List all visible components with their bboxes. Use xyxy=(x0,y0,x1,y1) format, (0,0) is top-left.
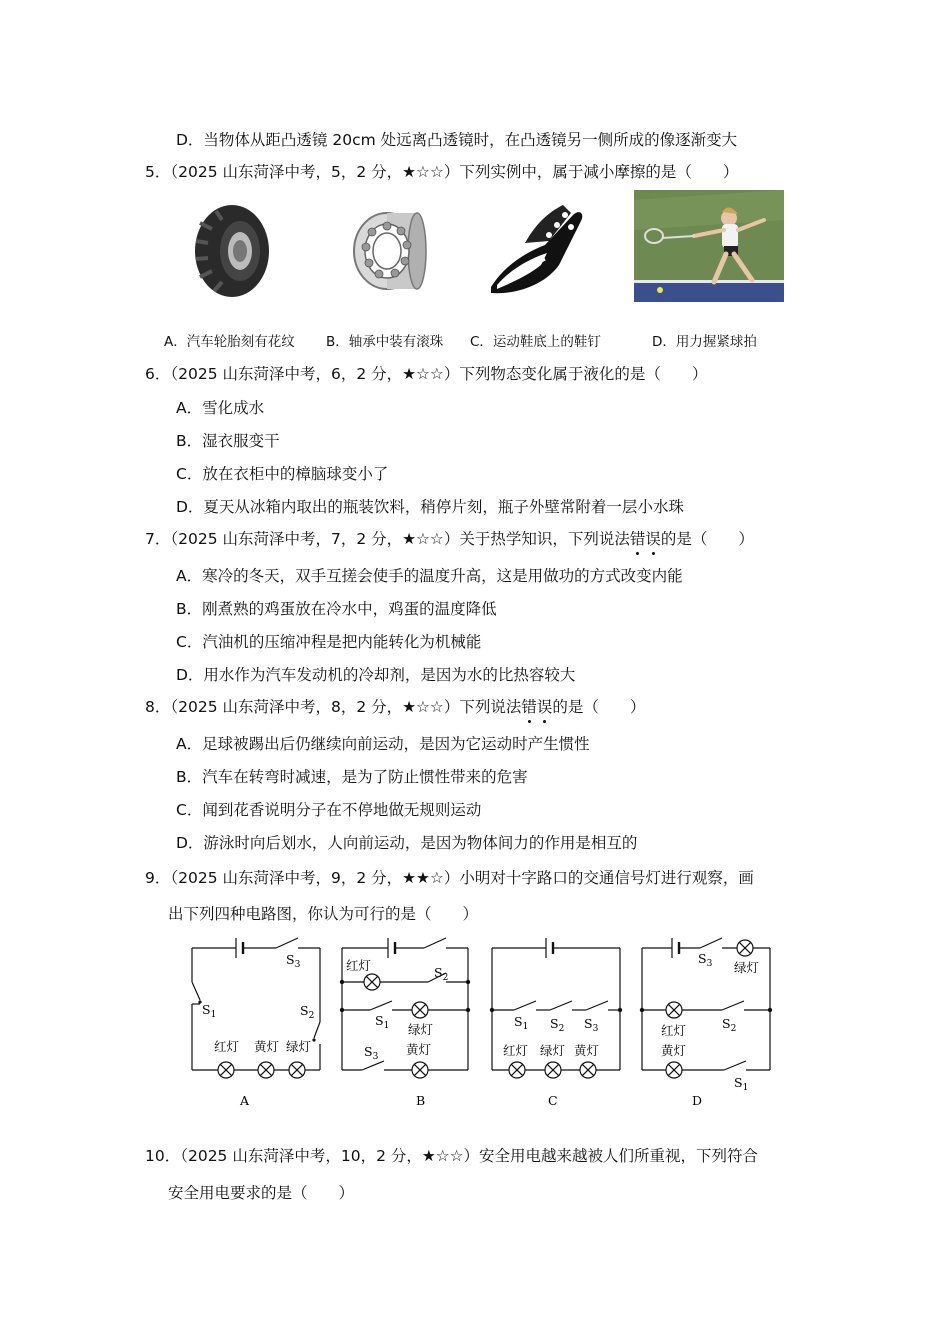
lamp-label-yellow: 黄灯 xyxy=(661,1043,687,1058)
circuit-label-b: B xyxy=(416,1093,426,1108)
q7-option-a: A．寒冷的冬天，双手互搓会使手的温度升高，这是用做功的方式改变内能 xyxy=(176,567,683,585)
tire-image xyxy=(192,203,272,300)
q5-option-a: A．汽车轮胎刻有花纹 xyxy=(164,334,295,350)
circuit-label-a: A xyxy=(240,1093,250,1108)
q6-stem: 6．（2025 山东菏泽中考，6，2 分，★☆☆）下列物态变化属于液化的是（ ） xyxy=(145,365,708,383)
switch-label-s1: $S_1$ xyxy=(514,1014,529,1032)
q6-option-c: C．放在衣柜中的樟脑球变小了 xyxy=(176,465,389,483)
emphasis-char: 误 xyxy=(536,698,553,716)
q8-option-b: B．汽车在转弯时减速，是为了防止惯性带来的危害 xyxy=(176,768,528,786)
q8-stem: 8．（2025 山东菏泽中考，8，2 分，★☆☆）下列说法错误的是（ ） xyxy=(145,698,646,716)
circuit-diagrams xyxy=(180,930,790,1115)
lamp-icon xyxy=(737,940,753,956)
emphasis-char: 误 xyxy=(645,530,661,548)
q7-option-c: C．汽油机的压缩冲程是把内能转化为机械能 xyxy=(176,633,482,651)
switch-label-s2: $S_2$ xyxy=(550,1016,565,1034)
q5-stem: 5．（2025 山东菏泽中考，5，2 分，★☆☆）下列实例中，属于减小摩擦的是（ ） xyxy=(145,163,739,181)
q10-stem-line2: 安全用电要求的是（ ） xyxy=(168,1184,355,1202)
lamp-icon xyxy=(412,1062,428,1078)
q4-option-d: D．当物体从距凸透镜 20cm 处远离凸透镜时，在凸透镜另一侧所成的像逐渐变大 xyxy=(176,131,738,149)
q5-option-d: D．用力握紧球拍 xyxy=(652,334,757,350)
lamp-label-yellow: 黄灯 xyxy=(406,1042,432,1057)
bearing-image xyxy=(349,207,429,293)
q6-option-d: D．夏天从冰箱内取出的瓶装饮料，稍停片刻，瓶子外壁常附着一层小水珠 xyxy=(176,498,684,516)
switch-label-s2: $S_2$ xyxy=(722,1016,737,1034)
spike-shoe-image xyxy=(485,195,590,300)
q8-option-c: C．闻到花香说明分子在不停地做无规则运动 xyxy=(176,801,482,819)
lamp-label-green: 绿灯 xyxy=(408,1022,434,1037)
switch-label-s1: $S_1$ xyxy=(375,1013,390,1031)
lamp-label-red: 红灯 xyxy=(661,1023,687,1038)
lamp-icon xyxy=(545,1062,561,1078)
q10-stem-line1: 10．（2025 山东菏泽中考，10，2 分，★☆☆）安全用电越来越被人们所重视，下列符合 xyxy=(145,1147,759,1165)
switch-label-s3: $S_3$ xyxy=(364,1044,379,1062)
q6-option-a: A．雪化成水 xyxy=(176,399,265,417)
q5-option-c: C．运动鞋底上的鞋钉 xyxy=(470,334,601,350)
lamp-icon xyxy=(218,1062,234,1078)
q9-stem-line1: 9．（2025 山东菏泽中考，9，2 分，★★☆）小明对十字路口的交通信号灯进行观察，画 xyxy=(145,869,754,887)
lamp-icon xyxy=(258,1062,274,1078)
tennis-image xyxy=(634,190,784,302)
lamp-label-yellow: 黄灯 xyxy=(574,1043,600,1058)
q5-option-b: B．轴承中装有滚珠 xyxy=(326,334,444,350)
switch-label-s2: $S_2$ xyxy=(434,965,449,983)
circuit-label-c: C xyxy=(548,1093,558,1108)
emphasis-char: 错 xyxy=(629,530,646,548)
lamp-icon xyxy=(580,1062,596,1078)
lamp-icon xyxy=(666,1002,682,1018)
q7-option-b: B．刚煮熟的鸡蛋放在冷水中，鸡蛋的温度降低 xyxy=(176,600,497,618)
switch-label-s3: $S_3$ xyxy=(584,1016,599,1034)
q7-stem: 7．（2025 山东菏泽中考，7，2 分，★☆☆）关于热学知识，下列说法错误的是（ ） xyxy=(145,530,754,548)
q6-option-b: B．湿衣服变干 xyxy=(176,432,280,450)
switch-label-s3: $S_3$ xyxy=(286,952,301,970)
switch-label-s2: $S_2$ xyxy=(300,1003,315,1021)
lamp-label-green: 绿灯 xyxy=(540,1043,566,1058)
lamp-label-green: 绿灯 xyxy=(286,1039,312,1054)
q7-option-d: D．用水作为汽车发动机的冷却剂，是因为水的比热容较大 xyxy=(176,666,576,684)
lamp-icon xyxy=(666,1062,682,1078)
lamp-icon xyxy=(289,1062,305,1078)
lamp-icon xyxy=(509,1062,525,1078)
q9-stem-line2: 出下列四种电路图，你认为可行的是（ ） xyxy=(168,905,479,923)
switch-label-s1: $S_1$ xyxy=(734,1075,749,1093)
lamp-label-red: 红灯 xyxy=(346,958,372,973)
switch-label-s3: $S_3$ xyxy=(698,951,713,969)
lamp-label-yellow: 黄灯 xyxy=(254,1039,280,1054)
lamp-label-green: 绿灯 xyxy=(734,960,760,975)
lamp-label-red: 红灯 xyxy=(503,1043,529,1058)
lamp-label-red: 红灯 xyxy=(214,1039,240,1054)
emphasis-char: 错 xyxy=(521,698,537,716)
switch-label-s1: $S_1$ xyxy=(202,1002,217,1020)
q8-option-a: A．足球被踢出后仍继续向前运动，是因为它运动时产生惯性 xyxy=(176,735,590,753)
circuit-label-d: D xyxy=(692,1093,703,1108)
q8-option-d: D．游泳时向后划水，人向前运动，是因为物体间力的作用是相互的 xyxy=(176,834,638,852)
lamp-icon xyxy=(412,1002,428,1018)
lamp-icon xyxy=(364,974,380,990)
